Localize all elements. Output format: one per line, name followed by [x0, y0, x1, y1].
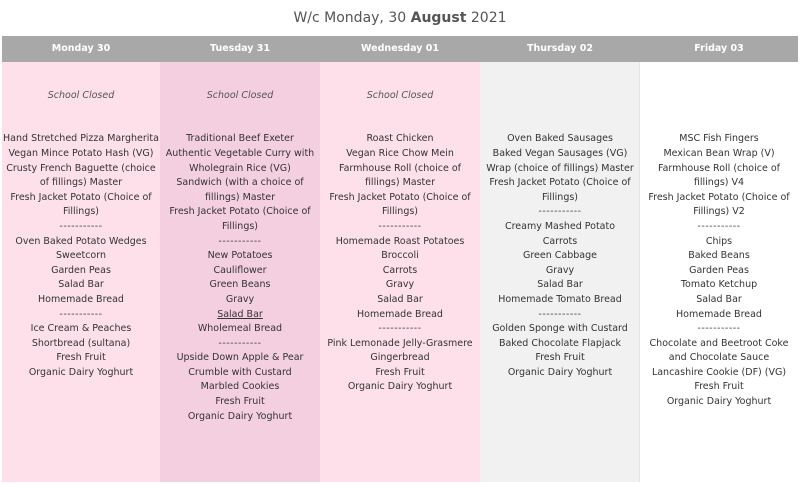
spacer	[3, 103, 159, 118]
spacer	[3, 118, 159, 133]
week-month: August	[410, 10, 467, 26]
menu-item: Vegan Rice Chow Mein	[346, 147, 454, 159]
spacer	[641, 74, 797, 89]
menu-separator: -----------	[378, 220, 422, 232]
menu-item: Salad Bar	[58, 279, 104, 291]
day-header-friday: Friday 03	[640, 36, 798, 62]
menu-item: Fresh Fruit	[694, 381, 744, 393]
spacer	[161, 118, 319, 133]
day-header-monday: Monday 30	[2, 36, 160, 62]
spacer	[161, 103, 319, 118]
menu-item: Authentic Vegetable Curry with Wholegrain Rice (VG)	[165, 147, 315, 174]
menu-separator: -----------	[697, 323, 741, 335]
menu-item: Fresh Jacket Potato (Choice of Fillings)	[10, 191, 152, 218]
spacer	[481, 118, 639, 133]
spacer	[321, 103, 479, 118]
menu-item: Organic Dairy Yoghurt	[666, 396, 772, 408]
menu-item: Fresh Fruit	[215, 396, 265, 408]
menu-item: Homemade Tomato Bread	[498, 293, 622, 305]
day-column-monday	[2, 62, 160, 482]
day-header-wednesday: Wednesday 01	[320, 36, 480, 62]
menu-item: Wholemeal Bread	[197, 323, 283, 335]
menu-item: Sweetcorn	[55, 250, 106, 262]
day-column-tuesday	[160, 62, 320, 482]
menu-item: Shortbread (sultana)	[31, 337, 131, 349]
menu-item: Baked Vegan Sausages (VG)	[492, 147, 628, 159]
menu-item: Homemade Bread	[676, 308, 762, 320]
menu-item: Homemade Bread	[38, 293, 124, 305]
menu-item: Fresh Jacket Potato (Choice of Fillings) V2	[648, 191, 790, 218]
spacer	[3, 74, 159, 89]
spacer	[641, 118, 797, 133]
menu-item: Wrap (choice of fillings) Master	[486, 162, 634, 174]
menu-item: Tomato Ketchup	[680, 279, 758, 291]
menu-item: Carrots	[382, 264, 418, 276]
day-column-friday	[640, 62, 798, 482]
menu-item: Pink Lemonade Jelly-Grasmere Gingerbread	[327, 337, 473, 364]
spacer	[481, 103, 639, 118]
week-prefix: W/c Monday, 30	[293, 10, 407, 26]
menu-item: Carrots	[542, 235, 578, 247]
menu-item: Oven Baked Sausages	[507, 133, 613, 145]
menu-separator: -----------	[378, 323, 422, 335]
spacer	[481, 89, 639, 104]
menu-item: Homemade Roast Potatoes	[335, 235, 465, 247]
menu-item: Crusty French Baguette (choice of fillings) Master	[6, 162, 156, 189]
menu-item[interactable]: Salad Bar	[217, 308, 263, 320]
spacer	[321, 118, 479, 133]
menu-item: Fresh Fruit	[375, 366, 425, 378]
week-commencing-title	[0, 0, 800, 36]
menu-item: Sandwich (with a choice of fillings) Master	[176, 177, 304, 203]
spacer	[481, 74, 639, 89]
menu-item: Farmhouse Roll (choice of fillings) Master	[338, 162, 461, 189]
menu-item: Mexican Bean Wrap (V)	[663, 147, 775, 159]
menu-separator: -----------	[697, 220, 741, 232]
menu-item: Chips	[705, 235, 733, 247]
menu-item: Fresh Fruit	[535, 352, 585, 364]
menu-item: Creamy Mashed Potato	[504, 220, 616, 232]
spacer	[321, 74, 479, 89]
menu-item: Hand Stretched Pizza Margherita	[3, 133, 159, 145]
menu-separator: -----------	[59, 308, 103, 320]
spacer	[161, 74, 319, 89]
weekly-menu-table	[2, 36, 798, 482]
menu-item: Organic Dairy Yoghurt	[187, 410, 293, 422]
school-closed-notice: School Closed	[206, 89, 274, 101]
menu-item: Upside Down Apple & Pear Crumble with Custard	[176, 352, 304, 378]
menu-item: Organic Dairy Yoghurt	[28, 366, 134, 378]
school-closed-notice: School Closed	[47, 89, 115, 101]
menu-separator: -----------	[538, 206, 582, 218]
menu-item: Homemade Bread	[357, 308, 443, 320]
menu-item: Green Beans	[209, 279, 271, 291]
school-closed-notice: School Closed	[366, 89, 434, 101]
menu-item: Golden Sponge with Custard	[492, 323, 628, 335]
menu-item: Fresh Jacket Potato (Choice of Fillings)	[169, 206, 311, 232]
menu-item: Salad Bar	[696, 293, 742, 305]
menu-item: Organic Dairy Yoghurt	[507, 366, 613, 378]
day-header-tuesday: Tuesday 31	[160, 36, 320, 62]
day-column-wednesday	[320, 62, 480, 482]
menu-item: Broccoli	[381, 250, 419, 262]
menu-item: Gravy	[225, 293, 255, 305]
week-year: 2021	[470, 10, 507, 26]
menu-item: Fresh Jacket Potato (Choice of Fillings)	[489, 177, 631, 203]
spacer	[641, 89, 797, 104]
menu-item: Lancashire Cookie (DF) (VG)	[651, 366, 787, 378]
menu-separator: -----------	[218, 235, 262, 247]
menu-item: Fresh Jacket Potato (Choice of Fillings)	[329, 191, 471, 218]
menu-separator: -----------	[538, 308, 582, 320]
menu-item: Gravy	[545, 264, 575, 276]
menu-item: Garden Peas	[51, 264, 111, 276]
menu-item: Green Cabbage	[522, 250, 597, 262]
menu-item: Salad Bar	[537, 279, 583, 291]
menu-item: New Potatoes	[207, 250, 273, 262]
column-divider	[639, 62, 640, 482]
menu-item: MSC Fish Fingers	[679, 133, 759, 145]
menu-item: Cauliflower	[213, 264, 267, 276]
menu-item: Organic Dairy Yoghurt	[347, 381, 453, 393]
menu-item: Farmhouse Roll (choice of fillings) V4	[657, 162, 780, 189]
menu-item: Oven Baked Potato Wedges	[15, 235, 147, 247]
spacer	[641, 103, 797, 118]
menu-separator: -----------	[59, 220, 103, 232]
day-header-thursday: Thursday 02	[480, 36, 640, 62]
menu-item: Baked Beans	[688, 250, 750, 262]
menu-item: Baked Chocolate Flapjack	[498, 337, 622, 349]
menu-item: Garden Peas	[689, 264, 749, 276]
menu-item: Traditional Beef Exeter	[186, 133, 294, 145]
menu-item: Fresh Fruit	[56, 352, 106, 364]
menu-item: Gravy	[385, 279, 415, 291]
day-column-thursday	[480, 62, 640, 482]
menu-item: Chocolate and Beetroot Coke and Chocolate Sauce	[649, 337, 789, 364]
menu-item: Vegan Mince Potato Hash (VG)	[8, 147, 154, 159]
menu-separator: -----------	[218, 337, 262, 349]
menu-item: Marbled Cookies	[200, 381, 280, 393]
menu-item: Ice Cream & Peaches	[30, 323, 132, 335]
menu-item: Roast Chicken	[366, 133, 434, 145]
menu-item: Salad Bar	[377, 293, 423, 305]
